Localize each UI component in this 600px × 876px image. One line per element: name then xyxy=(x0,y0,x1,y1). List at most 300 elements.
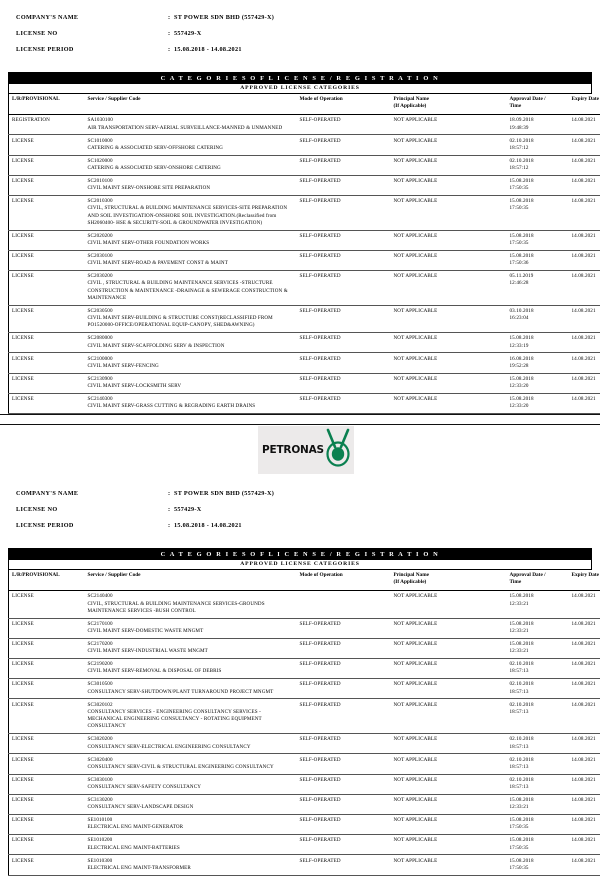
cell-mode-of-operation xyxy=(297,591,391,618)
approval-date: 15.08.2018 xyxy=(510,198,566,205)
petronas-wordmark: PETRONAS xyxy=(262,444,324,456)
cell-approval-date-time xyxy=(507,115,569,135)
cell-service-supplier-code xyxy=(85,230,297,250)
approval-date: 15.08.2018 xyxy=(510,396,566,403)
service-name: CONSULTANCY SERV-SAFETY CONSULTANCY xyxy=(88,784,294,791)
cell-expiry-date: 14.08.2021 xyxy=(569,393,600,413)
cell-approval-date-time xyxy=(507,393,569,413)
approval-date: 15.08.2018 xyxy=(510,641,566,648)
service-code: SC2190200 xyxy=(88,661,294,668)
cell-mode-of-operation: SELF-OPERATED xyxy=(297,618,391,638)
cell-mode-of-operation: SELF-OPERATED xyxy=(297,305,391,332)
service-name: ELECTRICAL ENG MAINT-GENERATOR xyxy=(88,824,294,831)
cell-lr-type: LICENSE xyxy=(9,393,85,413)
approval-time: 17:50:35 xyxy=(510,205,566,212)
cell-lr-type: LICENSE xyxy=(9,774,85,794)
cell-service-supplier-code xyxy=(85,155,297,175)
company-name-value: ST POWER SDN BHD (557429-X) xyxy=(174,14,592,21)
table-row xyxy=(9,135,600,155)
cell-lr-type: LICENSE xyxy=(9,135,85,155)
cell-expiry-date: 14.08.2021 xyxy=(569,754,600,774)
license-table-page2 xyxy=(8,570,600,876)
cell-expiry-date: 14.08.2021 xyxy=(569,271,600,306)
approved-categories-subtitle-page1: APPROVED LICENSE CATEGORIES xyxy=(8,84,592,94)
cell-principal-name: NOT APPLICABLE xyxy=(391,754,507,774)
approval-time: 12:33:19 xyxy=(510,343,566,350)
cell-approval-date-time xyxy=(507,175,569,195)
license-table-body-page1 xyxy=(9,115,600,414)
service-code: SC1020000 xyxy=(88,158,294,165)
cell-lr-type: LICENSE xyxy=(9,754,85,774)
cell-approval-date-time xyxy=(507,618,569,638)
cell-mode-of-operation: SELF-OPERATED xyxy=(297,373,391,393)
cell-service-supplier-code xyxy=(85,754,297,774)
approval-date: 02.10.2018 xyxy=(510,681,566,688)
meta-row-license-no xyxy=(16,30,592,37)
cell-expiry-date: 14.08.2021 xyxy=(569,638,600,658)
approval-time: 12:33:21 xyxy=(510,601,566,608)
petronas-logo xyxy=(258,426,354,474)
cell-service-supplier-code xyxy=(85,195,297,230)
service-name: CIVIL MAINT SERV-OTHER FOUNDATION WORKS xyxy=(88,240,294,247)
approval-time: 12:46:28 xyxy=(510,280,566,287)
service-name: CONSULTANCY SERVICES - ENGINEERING CONSULTANCY SERVICES - MECHANICAL ENGINEERING CONSULTANCY - ROTATING EQUIPMENT CONSULTANCY xyxy=(88,709,294,731)
cell-mode-of-operation: SELF-OPERATED xyxy=(297,393,391,413)
approval-date: 15.08.2018 xyxy=(510,233,566,240)
meta-row-license-period xyxy=(16,46,592,53)
cell-principal-name: NOT APPLICABLE xyxy=(391,679,507,699)
service-name: CATERING & ASSOCIATED SERV-OFFSHORE CATERING xyxy=(88,145,294,152)
cell-principal-name: NOT APPLICABLE xyxy=(391,699,507,734)
cell-approval-date-time xyxy=(507,679,569,699)
table-row xyxy=(9,754,600,774)
table-header-row xyxy=(9,94,600,115)
cell-lr-type: LICENSE xyxy=(9,155,85,175)
service-code: SC2030100 xyxy=(88,253,294,260)
service-code: SC2170100 xyxy=(88,621,294,628)
cell-expiry-date: 14.08.2021 xyxy=(569,333,600,353)
col-header-lr: L/R/PROVISIONAL xyxy=(9,570,85,591)
col-header-service: Service / Supplier Code xyxy=(85,570,297,591)
meta-row-company xyxy=(16,14,592,21)
cell-mode-of-operation: SELF-OPERATED xyxy=(297,115,391,135)
cell-principal-name: NOT APPLICABLE xyxy=(391,734,507,754)
company-name-label: COMPANY'S NAME xyxy=(16,14,168,21)
cell-lr-type: LICENSE xyxy=(9,230,85,250)
approval-date: 02.10.2018 xyxy=(510,661,566,668)
col-header-principal-line2: (If Applicable) xyxy=(394,579,427,585)
categories-title-bar-page1: C A T E G O R I E S O F L I C E N S E / R E G I S T R A T I O N xyxy=(8,72,592,84)
cell-expiry-date: 14.08.2021 xyxy=(569,734,600,754)
cell-principal-name: NOT APPLICABLE xyxy=(391,373,507,393)
table-row xyxy=(9,679,600,699)
service-code: SC3010500 xyxy=(88,681,294,688)
cell-service-supplier-code xyxy=(85,250,297,270)
approval-time: 16:23:04 xyxy=(510,315,566,322)
cell-approval-date-time xyxy=(507,638,569,658)
cell-expiry-date: 14.08.2021 xyxy=(569,855,600,875)
approval-date: 15.08.2018 xyxy=(510,593,566,600)
meta-row-company xyxy=(16,490,592,497)
approval-time: 18:57:12 xyxy=(510,165,566,172)
approval-date: 15.08.2018 xyxy=(510,178,566,185)
meta-colon: : xyxy=(168,14,174,21)
service-name: CIVIL MAINT SERV-INDUSTRIAL WASTE MNGMT xyxy=(88,648,294,655)
cell-expiry-date: 14.08.2021 xyxy=(569,305,600,332)
cell-service-supplier-code xyxy=(85,835,297,855)
categories-title-bar-page2: C A T E G O R I E S O F L I C E N S E / R E G I S T R A T I O N xyxy=(8,548,592,560)
cell-expiry-date: 14.08.2021 xyxy=(569,815,600,835)
approval-date: 15.08.2018 xyxy=(510,253,566,260)
approval-date: 15.08.2018 xyxy=(510,621,566,628)
service-name: CIVIL MAINT SERV-BUILDING & STRUCTURE CONST(RECLASSIFIED FROM PO1520000-OFFICE/OPERATIONAL EQUIP-CANOPY, SHED&AWNING) xyxy=(88,315,294,329)
approval-date: 15.08.2018 xyxy=(510,817,566,824)
cell-mode-of-operation: SELF-OPERATED xyxy=(297,135,391,155)
cell-mode-of-operation: SELF-OPERATED xyxy=(297,734,391,754)
cell-mode-of-operation: SELF-OPERATED xyxy=(297,815,391,835)
cell-service-supplier-code xyxy=(85,855,297,875)
cell-service-supplier-code xyxy=(85,618,297,638)
cell-approval-date-time xyxy=(507,155,569,175)
cell-approval-date-time xyxy=(507,250,569,270)
cell-mode-of-operation: SELF-OPERATED xyxy=(297,175,391,195)
license-period-label: LICENSE PERIOD xyxy=(16,522,168,529)
col-header-approval-line2: Time xyxy=(510,103,522,109)
cell-service-supplier-code xyxy=(85,815,297,835)
service-name: CONSULTANCY SERV-CIVIL & STRUCTURAL ENGINEERING CONSULTANCY xyxy=(88,764,294,771)
cell-lr-type: LICENSE xyxy=(9,353,85,373)
table-row xyxy=(9,734,600,754)
service-name: CONSULTANCY SERV-LANDSCAPE DESIGN xyxy=(88,804,294,811)
service-name: CIVIL MAINT SERV-SCAFFOLDING SERV & INSPECTION xyxy=(88,343,294,350)
service-name: CIVIL MAINT SERV-LOCKSMITH SERV xyxy=(88,383,294,390)
cell-mode-of-operation: SELF-OPERATED xyxy=(297,353,391,373)
col-header-approval xyxy=(507,94,569,115)
cell-lr-type: LICENSE xyxy=(9,734,85,754)
service-code: SC2020200 xyxy=(88,233,294,240)
cell-mode-of-operation: SELF-OPERATED xyxy=(297,638,391,658)
cell-approval-date-time xyxy=(507,835,569,855)
table-header-row xyxy=(9,570,600,591)
license-meta-block-page2 xyxy=(8,476,592,548)
col-header-expiry: Expiry Date xyxy=(569,94,600,115)
service-code: SE1010200 xyxy=(88,837,294,844)
approval-time: 12:33:21 xyxy=(510,628,566,635)
cell-mode-of-operation: SELF-OPERATED xyxy=(297,774,391,794)
company-name-value: ST POWER SDN BHD (557429-X) xyxy=(174,490,592,497)
cell-approval-date-time xyxy=(507,373,569,393)
cell-lr-type: LICENSE xyxy=(9,175,85,195)
table-row xyxy=(9,638,600,658)
cell-principal-name: NOT APPLICABLE xyxy=(391,195,507,230)
cell-service-supplier-code xyxy=(85,774,297,794)
cell-service-supplier-code xyxy=(85,794,297,814)
cell-lr-type: LICENSE xyxy=(9,305,85,332)
meta-colon: : xyxy=(168,490,174,497)
cell-lr-type: LICENSE xyxy=(9,195,85,230)
approval-date: 15.08.2018 xyxy=(510,797,566,804)
service-code: SC2140300 xyxy=(88,396,294,403)
meta-colon: : xyxy=(168,46,174,53)
col-header-principal xyxy=(391,94,507,115)
license-table-body-page2 xyxy=(9,591,600,876)
cell-approval-date-time xyxy=(507,333,569,353)
cell-expiry-date: 14.08.2021 xyxy=(569,155,600,175)
cell-lr-type: LICENSE xyxy=(9,815,85,835)
table-row xyxy=(9,794,600,814)
service-code: SC3020400 xyxy=(88,757,294,764)
cell-expiry-date: 14.08.2021 xyxy=(569,679,600,699)
service-name: CIVIL, STRUCTURAL & BUILDING MAINTENANCE SERVICES-GROUNDS MAINTENANCE SERVICES -BUSH CONTROL xyxy=(88,601,294,615)
meta-row-license-no xyxy=(16,506,592,513)
cell-service-supplier-code xyxy=(85,271,297,306)
cell-principal-name: NOT APPLICABLE xyxy=(391,591,507,618)
document-page-2 xyxy=(0,424,600,876)
table-row xyxy=(9,175,600,195)
cell-principal-name: NOT APPLICABLE xyxy=(391,393,507,413)
meta-colon: : xyxy=(168,522,174,529)
service-code: SC3130200 xyxy=(88,797,294,804)
col-header-mode: Mode of Operation xyxy=(297,94,391,115)
cell-mode-of-operation: SELF-OPERATED xyxy=(297,855,391,875)
cell-expiry-date: 14.08.2021 xyxy=(569,774,600,794)
service-code: SC3020200 xyxy=(88,736,294,743)
service-code: SC3020102 xyxy=(88,702,294,709)
cell-service-supplier-code xyxy=(85,659,297,679)
license-no-value: 557429-X xyxy=(174,30,592,37)
approval-date: 02.10.2018 xyxy=(510,777,566,784)
approval-time: 18:57:13 xyxy=(510,784,566,791)
cell-expiry-date: 14.08.2021 xyxy=(569,175,600,195)
col-header-approval-line1: Approval Date / xyxy=(510,96,546,102)
table-row xyxy=(9,271,600,306)
cell-approval-date-time xyxy=(507,353,569,373)
service-name: CIVIL MAINT SERV-FENCING xyxy=(88,363,294,370)
cell-lr-type: LICENSE xyxy=(9,835,85,855)
approval-time: 12:33:21 xyxy=(510,648,566,655)
table-row xyxy=(9,250,600,270)
cell-principal-name: NOT APPLICABLE xyxy=(391,835,507,855)
cell-lr-type: LICENSE xyxy=(9,679,85,699)
service-code: SC2030200 xyxy=(88,273,294,280)
service-code: SC2100000 xyxy=(88,356,294,363)
col-header-lr: L/R/PROVISIONAL xyxy=(9,94,85,115)
cell-expiry-date: 14.08.2021 xyxy=(569,115,600,135)
service-code: SC2170200 xyxy=(88,641,294,648)
cell-principal-name: NOT APPLICABLE xyxy=(391,659,507,679)
petronas-droplet-icon xyxy=(325,428,351,473)
cell-principal-name: NOT APPLICABLE xyxy=(391,638,507,658)
cell-lr-type: LICENSE xyxy=(9,250,85,270)
table-row xyxy=(9,618,600,638)
cell-approval-date-time xyxy=(507,699,569,734)
cell-lr-type: LICENSE xyxy=(9,855,85,875)
col-header-principal-line1: Principal Name xyxy=(394,572,429,578)
cell-lr-type: LICENSE xyxy=(9,659,85,679)
cell-mode-of-operation: SELF-OPERATED xyxy=(297,794,391,814)
cell-mode-of-operation: SELF-OPERATED xyxy=(297,679,391,699)
approval-date: 15.08.2018 xyxy=(510,376,566,383)
cell-lr-type: LICENSE xyxy=(9,591,85,618)
cell-service-supplier-code xyxy=(85,135,297,155)
service-name: CIVIL, STRUCTURAL & BUILDING MAINTENANCE SERVICES-SITE PREPARATION AND SOIL INVESTIGATION-ONSHORE SOIL INVESTIGATION.(Reclassified from SH2060400- HSE & SECURITY-SOIL & GROUNDWATER INVESTIGATION) xyxy=(88,205,294,227)
col-header-principal-line2: (If Applicable) xyxy=(394,103,427,109)
cell-lr-type: LICENSE xyxy=(9,638,85,658)
cell-approval-date-time xyxy=(507,195,569,230)
approval-date: 02.10.2018 xyxy=(510,158,566,165)
table-row xyxy=(9,333,600,353)
table-row xyxy=(9,815,600,835)
col-header-principal xyxy=(391,570,507,591)
meta-row-license-period xyxy=(16,522,592,529)
cell-mode-of-operation: SELF-OPERATED xyxy=(297,155,391,175)
cell-principal-name: NOT APPLICABLE xyxy=(391,135,507,155)
approval-date: 05.11.2019 xyxy=(510,273,566,280)
meta-colon: : xyxy=(168,506,174,513)
license-no-label: LICENSE NO xyxy=(16,30,168,37)
service-name: AIR TRANSPORTATION SERV-AERIAL SURVEILLANCE-MANNED & UNMANNED xyxy=(88,125,294,132)
service-code: SA1030100 xyxy=(88,117,294,124)
cell-service-supplier-code xyxy=(85,333,297,353)
table-row xyxy=(9,353,600,373)
col-header-principal-line1: Principal Name xyxy=(394,96,429,102)
cell-principal-name: NOT APPLICABLE xyxy=(391,305,507,332)
table-row xyxy=(9,591,600,618)
approval-time: 17:50:35 xyxy=(510,185,566,192)
table-row xyxy=(9,155,600,175)
cell-expiry-date: 14.08.2021 xyxy=(569,195,600,230)
cell-principal-name: NOT APPLICABLE xyxy=(391,618,507,638)
table-row xyxy=(9,774,600,794)
approval-date: 02.10.2018 xyxy=(510,138,566,145)
col-header-approval-line1: Approval Date / xyxy=(510,572,546,578)
approval-time: 17:50:35 xyxy=(510,240,566,247)
cell-principal-name: NOT APPLICABLE xyxy=(391,794,507,814)
cell-expiry-date: 14.08.2021 xyxy=(569,794,600,814)
cell-expiry-date: 14.08.2021 xyxy=(569,659,600,679)
col-header-approval xyxy=(507,570,569,591)
service-code: SC2030500 xyxy=(88,308,294,315)
table-row xyxy=(9,115,600,135)
cell-principal-name: NOT APPLICABLE xyxy=(391,815,507,835)
service-name: ELECTRICAL ENG MAINT-BATTERIES xyxy=(88,845,294,852)
service-code: SC3030100 xyxy=(88,777,294,784)
cell-lr-type: LICENSE xyxy=(9,373,85,393)
cell-approval-date-time xyxy=(507,855,569,875)
cell-service-supplier-code xyxy=(85,305,297,332)
service-name: CIVIL MAINT SERV-GRASS CUTTING & REGRADING EARTH DRAINS xyxy=(88,403,294,410)
table-row xyxy=(9,659,600,679)
service-name: CIVIL MAINT SERV-DOMESTIC WASTE MNGMT xyxy=(88,628,294,635)
cell-expiry-date: 14.08.2021 xyxy=(569,135,600,155)
cell-approval-date-time xyxy=(507,794,569,814)
cell-principal-name: NOT APPLICABLE xyxy=(391,250,507,270)
service-name: ELECTRICAL ENG MAINT-TRANSFORMER xyxy=(88,865,294,872)
approval-date: 15.08.2018 xyxy=(510,335,566,342)
approval-time: 17:50:35 xyxy=(510,865,566,872)
license-table-page1 xyxy=(8,94,600,414)
license-period-value: 15.08.2018 - 14.08.2021 xyxy=(174,46,592,53)
service-name: CIVIL MAINT SERV-ONSHORE SITE PREPARATION xyxy=(88,185,294,192)
approval-date: 15.08.2018 xyxy=(510,837,566,844)
cell-approval-date-time xyxy=(507,659,569,679)
table-row xyxy=(9,373,600,393)
service-code: SC2080000 xyxy=(88,335,294,342)
license-no-value: 557429-X xyxy=(174,506,592,513)
license-meta-block-page1 xyxy=(8,0,592,72)
document-page-1 xyxy=(0,0,600,414)
approval-time: 19:52:28 xyxy=(510,363,566,370)
service-code: SC2010300 xyxy=(88,198,294,205)
cell-principal-name: NOT APPLICABLE xyxy=(391,271,507,306)
table-row xyxy=(9,393,600,413)
col-header-approval-line2: Time xyxy=(510,579,522,585)
col-header-mode: Mode of Operation xyxy=(297,570,391,591)
approval-time: 17:50:35 xyxy=(510,824,566,831)
col-header-expiry: Expiry Date xyxy=(569,570,600,591)
cell-expiry-date: 14.08.2021 xyxy=(569,373,600,393)
cell-expiry-date: 14.08.2021 xyxy=(569,591,600,618)
cell-approval-date-time xyxy=(507,230,569,250)
cell-approval-date-time xyxy=(507,774,569,794)
cell-service-supplier-code xyxy=(85,373,297,393)
cell-approval-date-time xyxy=(507,734,569,754)
cell-approval-date-time xyxy=(507,271,569,306)
approved-categories-subtitle-page2: APPROVED LICENSE CATEGORIES xyxy=(8,560,592,570)
cell-service-supplier-code xyxy=(85,353,297,373)
approval-time: 18:57:13 xyxy=(510,668,566,675)
cell-mode-of-operation: SELF-OPERATED xyxy=(297,699,391,734)
table-row xyxy=(9,855,600,875)
cell-mode-of-operation: SELF-OPERATED xyxy=(297,659,391,679)
approval-time: 18:57:13 xyxy=(510,689,566,696)
license-period-label: LICENSE PERIOD xyxy=(16,46,168,53)
license-period-value: 15.08.2018 - 14.08.2021 xyxy=(174,522,592,529)
cell-principal-name: NOT APPLICABLE xyxy=(391,774,507,794)
cell-mode-of-operation: SELF-OPERATED xyxy=(297,271,391,306)
cell-service-supplier-code xyxy=(85,591,297,618)
cell-principal-name: NOT APPLICABLE xyxy=(391,230,507,250)
approval-date: 16.08.2018 xyxy=(510,356,566,363)
cell-lr-type: LICENSE xyxy=(9,271,85,306)
cell-lr-type: LICENSE xyxy=(9,618,85,638)
cell-approval-date-time xyxy=(507,591,569,618)
table-row xyxy=(9,195,600,230)
cell-mode-of-operation: SELF-OPERATED xyxy=(297,754,391,774)
cell-approval-date-time xyxy=(507,754,569,774)
cell-mode-of-operation: SELF-OPERATED xyxy=(297,835,391,855)
approval-date: 02.10.2018 xyxy=(510,757,566,764)
license-no-label: LICENSE NO xyxy=(16,506,168,513)
cell-service-supplier-code xyxy=(85,115,297,135)
table-row xyxy=(9,305,600,332)
cell-lr-type: LICENSE xyxy=(9,333,85,353)
service-name: CONSULTANCY SERV-SHUTDOWN/PLANT TURNAROUND PROJECT MNGMT xyxy=(88,689,294,696)
approval-date: 03.10.2018 xyxy=(510,308,566,315)
cell-service-supplier-code xyxy=(85,393,297,413)
service-code: SC2140400 xyxy=(88,593,294,600)
cell-expiry-date: 14.08.2021 xyxy=(569,618,600,638)
logo-band xyxy=(0,424,600,476)
cell-lr-type: REGISTRATION xyxy=(9,115,85,135)
cell-principal-name: NOT APPLICABLE xyxy=(391,175,507,195)
cell-approval-date-time xyxy=(507,305,569,332)
service-code: SE1010300 xyxy=(88,858,294,865)
cell-service-supplier-code xyxy=(85,679,297,699)
approval-time: 18:57:13 xyxy=(510,709,566,716)
approval-time: 18:57:12 xyxy=(510,145,566,152)
approval-date: 15.08.2018 xyxy=(510,858,566,865)
